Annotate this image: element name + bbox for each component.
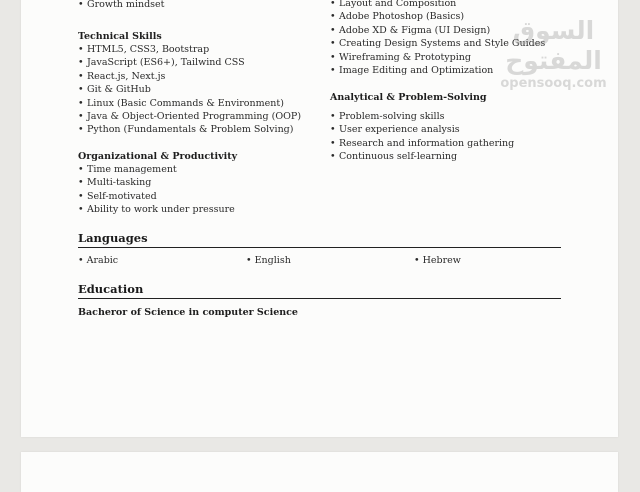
education-heading: Education <box>78 282 561 299</box>
list-item: • JavaScript (ES6+), Tailwind CSS <box>78 56 301 69</box>
list-item: • Problem-solving skills <box>330 110 514 123</box>
list-item: • Creating Design Systems and Style Guides <box>330 37 545 50</box>
list-item: • Java & Object-Oriented Programming (OOP) <box>78 110 301 123</box>
degree-text: Bacheror of Science in computer Science <box>78 307 298 318</box>
language-item: • Arabic <box>78 255 118 266</box>
list-item: • React.js, Next.js <box>78 70 301 83</box>
opensooq-watermark <box>486 16 621 91</box>
list-item: • Multi-tasking <box>78 176 235 189</box>
organizational-heading: Organizational & Productivity <box>78 151 238 162</box>
next-resume-page <box>21 452 618 492</box>
list-item: • Time management <box>78 163 235 176</box>
list-item: • Growth mindset <box>78 0 210 12</box>
language-item: • Hebrew <box>414 255 461 266</box>
soft-skills-list <box>78 0 210 17</box>
technical-skills-heading: Technical Skills <box>78 31 162 42</box>
analytical-list <box>330 110 514 164</box>
list-item: • Layout and Composition <box>330 0 545 10</box>
list-item: • Adobe XD & Figma (UI Design) <box>330 24 545 37</box>
languages-heading: Languages <box>78 231 561 248</box>
watermark-arabic-text: السوق المفتوح <box>505 16 602 75</box>
list-item: • Adobe Photoshop (Basics) <box>330 10 545 23</box>
technical-skills-list <box>78 43 301 137</box>
organizational-list <box>78 163 235 217</box>
analytical-heading: Analytical & Problem-Solving <box>330 92 487 103</box>
list-item: • Git & GitHub <box>78 83 301 96</box>
list-item: • Wireframing & Prototyping <box>330 51 545 64</box>
list-item: • Image Editing and Optimization <box>330 64 545 77</box>
list-item: • Python (Fundamentals & Problem Solving) <box>78 123 301 136</box>
watermark-latin-text: opensooq.com <box>500 76 607 91</box>
list-item: • Continuous self-learning <box>330 150 514 163</box>
list-item: • Ability to work under pressure <box>78 203 235 216</box>
list-item: • Research and information gathering <box>330 137 514 150</box>
list-item: • User experience analysis <box>330 123 514 136</box>
language-item: • English <box>246 255 291 266</box>
list-item: • HTML5, CSS3, Bootstrap <box>78 43 301 56</box>
list-item: • Linux (Basic Commands & Environment) <box>78 97 301 110</box>
list-item: • Self-motivated <box>78 190 235 203</box>
